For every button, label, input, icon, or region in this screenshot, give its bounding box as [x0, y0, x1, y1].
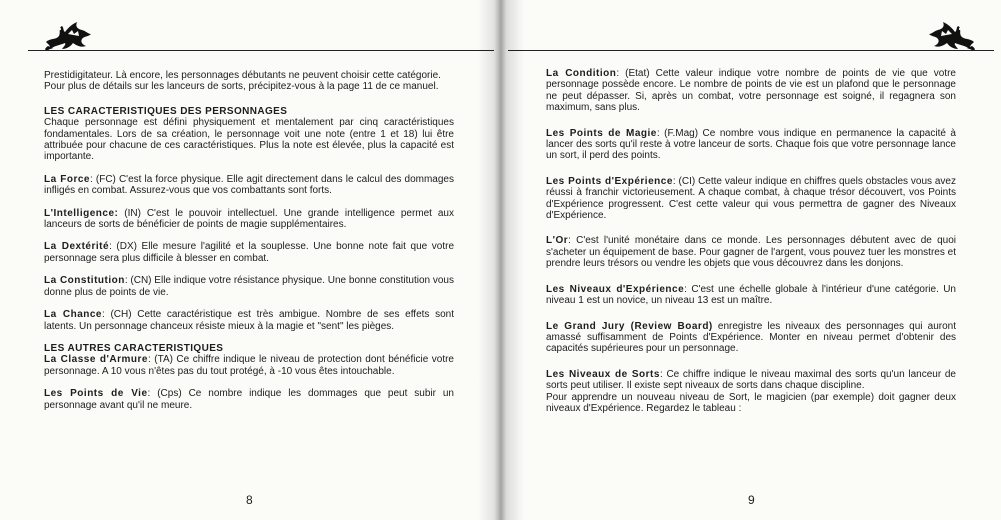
term-points-de-vie: Les Points de Vie — [44, 388, 148, 400]
term-points-de-magie: Les Points de Magie — [546, 127, 657, 139]
header-rule — [508, 50, 994, 51]
header-rule — [28, 50, 494, 51]
desc-intelligence: (IN) C'est le pouvoir intellectuel. Une grande intelligence permet aux lanceurs de sorts de bénéficier de points de magie supplémentaires. — [44, 207, 454, 231]
term-condition: La Condition — [546, 68, 617, 79]
entry-condition — [546, 68, 956, 114]
intro-text-2: Pour plus de détails sur les lanceurs de sorts, précipitez-vous à la page 11 de ce manuel. — [44, 81, 439, 93]
entry-points-de-vie — [44, 388, 454, 411]
desc-niveaux-experience: : C'est une échelle globale à l'intérieur d'une catégorie. Un niveau 1 est un novice, un niveau 13 est un maître. — [546, 283, 956, 307]
entry-grand-jury — [546, 321, 956, 355]
term-intelligence: L'Intelligence: — [44, 207, 119, 219]
entry-points-de-magie — [546, 128, 956, 162]
section-heading-characteristics: LES CARACTERISTIQUES DES PERSONNAGES — [44, 105, 288, 117]
desc-condition: : (Etat) Cette valeur indique votre nombre de points de vie que votre personnage possède encore. Le nombre de points de vie est un plafond que le personnage ne peut dépasser. Si, après un combat, votre personnage est soigné, il regagnera son maximum, sans plus. — [546, 68, 956, 114]
left-page — [0, 0, 500, 520]
page-number-right: 9 — [748, 493, 755, 507]
intro-paragraph — [44, 70, 454, 93]
desc-dexterite: : (DX) Elle mesure l'agilité et la souplesse. Une bonne note fait que votre personnage sera plus difficile à blesser en combat. — [44, 241, 455, 264]
section-heading-other: LES AUTRES CARACTERISTIQUES — [44, 342, 224, 354]
characteristics-intro: Chaque personnage est défini physiquement et mentalement par cinq caractéristiques fondamentales. Lors de sa création, le personnage voit une note (entre 1 et 18) lui être attribuée pour chacune de ces caractéristiques. Plus la note est élevée, plus la capacité est importante. — [44, 117, 454, 163]
left-page-text — [44, 70, 454, 420]
entry-points-experience — [546, 176, 956, 222]
term-force: La Force — [44, 173, 90, 185]
desc-constitution: : (CN) Elle indique votre résistance physique. Une bonne constitution vous donne plus de points de vie. — [44, 275, 454, 298]
desc-or: : C'est l'unité monétaire dans ce monde. Les personnages débutent avec de quoi s'acheter un équipement de base. Pour gagner de l'argent, vous pouvez tuer les monstres et prendre leurs trésors ou vendre les objets que vous découvrez dans les donjons. — [546, 235, 956, 270]
term-chance: La Chance — [44, 309, 102, 321]
desc-force: : (FC) C'est la force physique. Elle agit directement dans le calcul des dommages infligés en combat. Assurez-vous que vos combattants sont forts. — [44, 173, 454, 197]
desc-grand-jury: enregistre les niveaux des personnages qui auront amassé suffisamment de Points d'Expérience. Monter en niveau permet d'obtenir des capacités supérieures pour un personnage. — [546, 320, 957, 355]
desc-points-de-magie: : (F.Mag) Ce nombre vous indique en permanence la capacité à lancer des sorts qu'il reste à votre lanceur de sorts. Chaque fois que votre personnage lance un sort, il perd des points. — [546, 127, 956, 162]
desc-niveaux-de-sorts: : Ce chiffre indique le niveau maximal des sorts qu'un lanceur de sorts peut utiliser. Il existe sept niveaux de sorts dans chaque discipline. — [546, 368, 956, 392]
desc-points-experience: : (CI) Cette valeur indique en chiffres quels obstacles vous avez réussi à franchir victorieusement. A chaque combat, à chaque trésor découvert, vos Points d'Expérience progressent. C'est cette valeur qui vous permettra de gagner des Niveaux d'Expérience. — [546, 175, 956, 222]
entry-niveaux-de-sorts — [546, 369, 956, 415]
desc-armure: : (TA) Ce chiffre indique le niveau de protection dont bénéficie votre personnage. A 10 vous n'êtes pas du tout protégé, à -10 vous êtes intouchable. — [44, 354, 454, 377]
term-armure: La Classe d'Armure — [44, 354, 148, 366]
page-number-left: 8 — [246, 493, 253, 507]
term-constitution: La Constitution — [44, 275, 125, 287]
dragon-logo-icon — [42, 18, 94, 52]
entry-or — [546, 235, 956, 269]
desc-chance: : (CH) Cette caractéristique est très ambigue. Nombre de ses effets sont latents. Un personnage chanceux résiste mieux à la magie et "sent" les pièges. — [44, 309, 455, 332]
right-page — [500, 0, 1001, 520]
term-points-experience: Les Points d'Expérience — [546, 175, 673, 187]
entry-intelligence — [44, 208, 454, 231]
desc-niveaux-de-sorts-2: Pour apprendre un nouveau niveau de Sort, le magicien (par exemple) doit gagner deux niveaux d'Expérience. Regardez le tableau : — [546, 391, 956, 414]
entry-constitution — [44, 275, 454, 298]
entry-armure — [44, 354, 454, 377]
term-niveaux-de-sorts: Les Niveaux de Sorts — [546, 368, 660, 380]
right-page-text — [546, 68, 956, 414]
entry-force — [44, 174, 454, 197]
term-niveaux-experience: Les Niveaux d'Expérience — [546, 283, 685, 295]
term-dexterite: La Dextérité — [44, 241, 110, 253]
term-or: L'Or — [546, 235, 569, 247]
desc-points-de-vie: : (Cps) Ce nombre indique les dommages que peut subir un personnage avant qu'il ne meure. — [44, 388, 454, 411]
entry-chance — [44, 309, 454, 332]
dragon-logo-icon — [926, 18, 978, 52]
term-grand-jury: Le Grand Jury (Review Board) — [546, 320, 713, 332]
intro-text-1: Prestidigitateur. Là encore, les personnages débutants ne peuvent choisir cette catégorie. — [44, 70, 441, 81]
entry-dexterite — [44, 241, 454, 264]
entry-niveaux-experience — [546, 284, 956, 307]
